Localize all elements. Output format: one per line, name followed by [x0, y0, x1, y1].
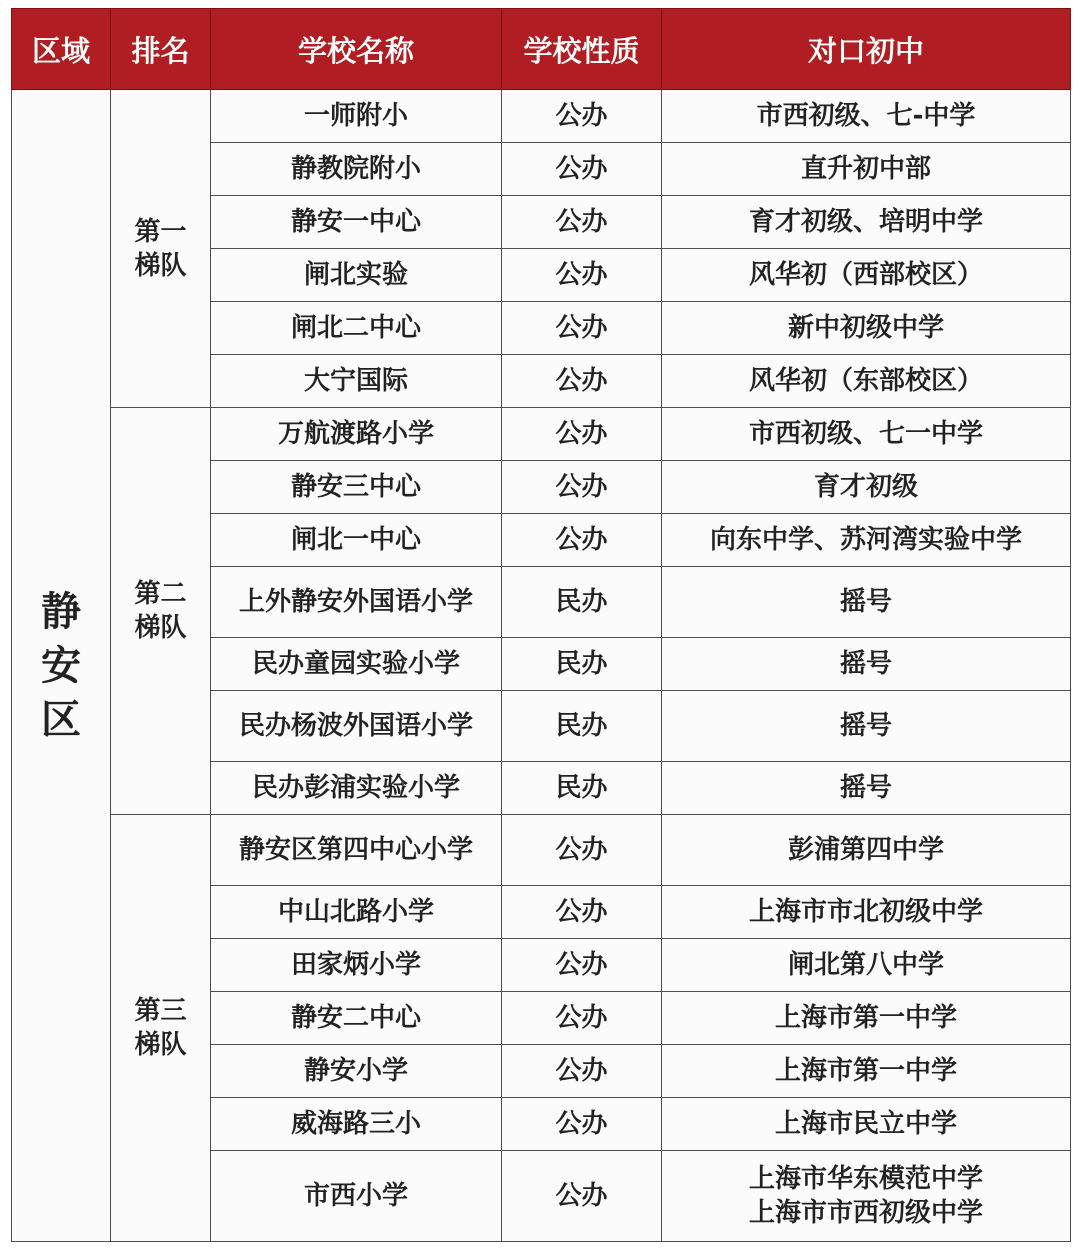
school-name-cell: 静安二中心 [211, 992, 502, 1045]
matched-middle-school-cell [662, 302, 1071, 355]
cell-line: 上海市民立中学 [774, 1109, 957, 1139]
cell-line: 市西初级、七一中学 [748, 419, 983, 449]
cell-line: 区 [41, 696, 81, 743]
matched-middle-school-cell [662, 196, 1071, 249]
header-school-type: 学校性质 [502, 9, 662, 90]
school-name-cell: 静安区第四中心小学 [211, 815, 502, 886]
cell-line: 第一 [134, 216, 187, 247]
school-type-cell: 公办 [502, 514, 662, 567]
cell-line: 梯队 [134, 1030, 187, 1060]
cell-line: 上海市第一中学 [774, 1003, 957, 1033]
tier-cell [111, 408, 211, 815]
school-type-cell: 公办 [502, 90, 662, 143]
matched-middle-school-cell [662, 408, 1071, 461]
table-row [12, 90, 1071, 143]
school-table-container [11, 8, 1070, 1242]
school-type-cell: 公办 [502, 355, 662, 408]
table-row [12, 408, 1071, 461]
cell-line: 摇号 [839, 587, 892, 617]
cell-line: 第二 [134, 579, 187, 609]
school-type-cell: 民办 [502, 638, 662, 691]
header-rank: 排名 [111, 9, 211, 90]
school-type-cell: 公办 [502, 249, 662, 302]
school-type-cell: 公办 [502, 992, 662, 1045]
matched-middle-school-cell [662, 762, 1071, 815]
cell-line: 上海市第一中学 [774, 1056, 957, 1086]
school-type-cell: 民办 [502, 691, 662, 762]
matched-middle-school-cell [662, 143, 1071, 196]
header-matched-middle-school: 对口初中 [662, 9, 1071, 90]
cell-line: 育才初级、培明中学 [748, 207, 983, 237]
cell-line: 摇号 [839, 773, 892, 803]
school-name-cell: 大宁国际 [211, 355, 502, 408]
cell-line: 闸北第八中学 [787, 950, 944, 980]
school-name-cell: 静安小学 [211, 1045, 502, 1098]
matched-middle-school-cell [662, 514, 1071, 567]
cell-line: 梯队 [134, 613, 187, 643]
school-name-cell: 民办杨波外国语小学 [211, 691, 502, 762]
table-header-row [12, 9, 1071, 90]
tier-cell [111, 815, 211, 1242]
school-type-cell: 公办 [502, 143, 662, 196]
school-type-cell: 民办 [502, 567, 662, 638]
school-name-cell: 万航渡路小学 [211, 408, 502, 461]
table-row [12, 815, 1071, 886]
school-name-cell: 静教院附小 [211, 143, 502, 196]
tier-cell [111, 90, 211, 408]
header-region: 区域 [12, 9, 111, 90]
matched-middle-school-cell [662, 1045, 1071, 1098]
cell-line: 上海市华东模范中学 [748, 1164, 983, 1194]
cell-line: 向东中学、苏河湾实验中学 [709, 525, 1022, 555]
cell-line: 梯队 [134, 250, 187, 281]
school-name-cell: 闸北实验 [211, 249, 502, 302]
cell-line: 安 [41, 642, 81, 689]
matched-middle-school-cell [662, 992, 1071, 1045]
school-name-cell: 中山北路小学 [211, 886, 502, 939]
school-name-cell: 民办彭浦实验小学 [211, 762, 502, 815]
cell-line: 摇号 [839, 649, 892, 679]
matched-middle-school-cell [662, 461, 1071, 514]
school-name-cell: 一师附小 [211, 90, 502, 143]
matched-middle-school-cell [662, 567, 1071, 638]
matched-middle-school-cell [662, 90, 1071, 143]
matched-middle-school-cell [662, 886, 1071, 939]
matched-middle-school-cell [662, 691, 1071, 762]
school-name-cell: 威海路三小 [211, 1098, 502, 1151]
school-name-cell: 市西小学 [211, 1151, 502, 1242]
table-body [12, 90, 1071, 1242]
cell-line: 风华初（东部校区） [748, 366, 983, 396]
school-name-cell: 静安一中心 [211, 196, 502, 249]
school-type-cell: 民办 [502, 762, 662, 815]
cell-line: 新中初级中学 [787, 313, 944, 343]
school-type-cell: 公办 [502, 408, 662, 461]
school-type-cell: 公办 [502, 1151, 662, 1242]
matched-middle-school-cell [662, 638, 1071, 691]
school-name-cell: 闸北一中心 [211, 514, 502, 567]
school-type-cell: 公办 [502, 302, 662, 355]
cell-line: 静 [41, 588, 81, 635]
matched-middle-school-cell [662, 355, 1071, 408]
school-type-cell: 公办 [502, 196, 662, 249]
cell-line: 市西初级、七-中学 [756, 101, 976, 131]
cell-line: 第三 [134, 996, 187, 1026]
matched-middle-school-cell [662, 939, 1071, 992]
school-name-cell: 闸北二中心 [211, 302, 502, 355]
header-school-name: 学校名称 [211, 9, 502, 90]
school-type-cell: 公办 [502, 939, 662, 992]
school-type-cell: 公办 [502, 1045, 662, 1098]
cell-line: 风华初（西部校区） [748, 260, 983, 290]
cell-line: 摇号 [839, 711, 892, 741]
school-type-cell: 公办 [502, 461, 662, 514]
cell-line: 上海市市北初级中学 [748, 897, 983, 927]
matched-middle-school-cell [662, 1151, 1071, 1242]
school-name-cell: 静安三中心 [211, 461, 502, 514]
district-cell [12, 90, 111, 1242]
school-type-cell: 公办 [502, 815, 662, 886]
school-type-cell: 公办 [502, 886, 662, 939]
cell-line: 直升初中部 [800, 154, 931, 184]
school-name-cell: 上外静安外国语小学 [211, 567, 502, 638]
matched-middle-school-cell [662, 815, 1071, 886]
school-ranking-table [11, 8, 1071, 1242]
school-name-cell: 民办童园实验小学 [211, 638, 502, 691]
cell-line: 上海市市西初级中学 [748, 1198, 983, 1228]
matched-middle-school-cell [662, 249, 1071, 302]
matched-middle-school-cell [662, 1098, 1071, 1151]
cell-line: 育才初级 [813, 472, 918, 502]
school-type-cell: 公办 [502, 1098, 662, 1151]
school-name-cell: 田家炳小学 [211, 939, 502, 992]
cell-line: 彭浦第四中学 [787, 835, 944, 865]
